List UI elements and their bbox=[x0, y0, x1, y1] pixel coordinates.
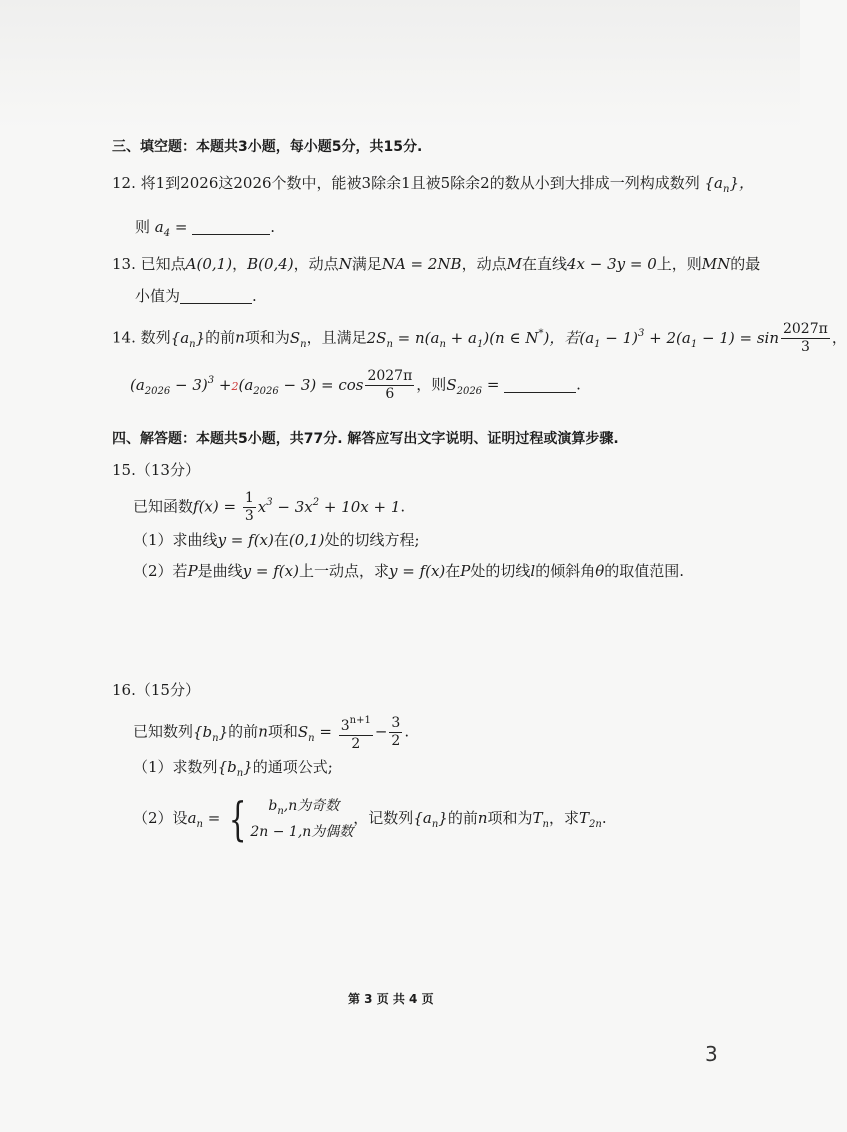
point-b: B(0,4) bbox=[247, 255, 294, 273]
page-footer: 第 3 页 共 4 页 bbox=[348, 992, 434, 1006]
sequence-symbol: $\{a_n\}$， bbox=[704, 174, 754, 195]
question-16-part1: （1）求数列$\{b_n\}$的通项公式; bbox=[133, 758, 333, 779]
fraction: $\frac{2027\pi}{3}$ bbox=[782, 321, 828, 355]
question-14-line2: $(a_{2026} - 3)^3 +2(a_{2026} - 3) = \cos$ $\frac{2027\pi}{6}$ ，则$S_{2026}$ = . bbox=[130, 368, 581, 402]
question-16-part2: （2）设$a_n$ = { $b_n,n$为奇数 2n − 1,n为偶数 ，记数列$\{a_n\}$的前n项和为$T_n$，求$T_{2n}$. bbox=[133, 792, 607, 846]
question-number: 12. bbox=[112, 174, 136, 192]
condition-expr: $2S_n = n(a_n + a_1)(n$ ∈ N*)，若 bbox=[366, 327, 580, 350]
question-15-header: 15.（13分） bbox=[112, 461, 200, 479]
question-15-intro: 已知函数f(x) = $\frac{1}{3}$ $x^3 - 3x^2 + 10x + 1$. bbox=[133, 490, 406, 524]
condition-expr: NA = 2NB bbox=[381, 255, 462, 273]
point-a: A(0,1) bbox=[185, 255, 233, 273]
fraction: $\frac{1}{3}$ bbox=[244, 490, 254, 524]
question-13-line2: 小值为 . bbox=[135, 287, 257, 305]
red-correction-mark: 2 bbox=[231, 379, 239, 393]
question-12-line1 bbox=[112, 173, 754, 200]
equation-2: $(a_{2026} - 3)^3 +2(a_{2026} - 3) = \cos$ bbox=[130, 374, 364, 397]
question-text: 将1到2026这2026个数中，能被3除余1且被5除余2的数从小到大排成一列构成数列 bbox=[140, 174, 700, 192]
page-number: 3 bbox=[705, 1042, 718, 1066]
a4-symbol: $a_4$ bbox=[154, 218, 171, 239]
answer-blank[interactable] bbox=[504, 392, 576, 393]
answer-blank[interactable] bbox=[180, 303, 252, 304]
line-equation: 4x − 3y = 0 bbox=[566, 255, 657, 273]
question-16-intro: 已知数列$\{b_n\}$的前n项和$S_n$ = $\frac{3^{n+1}}{2}$ − $\frac{3}{2}$ . bbox=[133, 712, 409, 753]
left-brace: { bbox=[228, 792, 247, 846]
equation-1: $(a_1 - 1)^3 + 2(a_1 - 1) = \sin$ bbox=[579, 327, 779, 350]
fraction: $\frac{3^{n+1}}{2}$ bbox=[339, 712, 373, 753]
question-13-line1: 13. 已知点A(0,1)，B(0,4)，动点N满足NA = 2NB，动点M在直线4x − 3y = 0上，则MN的最 bbox=[112, 255, 761, 273]
question-number: 14. bbox=[112, 328, 136, 347]
question-number: 13. bbox=[112, 255, 136, 273]
question-14-line1: 14. 数列$\{a_n\}$的前n项和为$S_n$，且满足$2S_n = n(a_n + a_1)(n$ ∈ N*)，若$(a_1 - 1)^3 + 2(a_1 - 1) = \sin$ $\frac{2027\pi}{3}$ ， bbox=[112, 321, 847, 355]
answer-blank[interactable] bbox=[192, 234, 270, 235]
section4-heading: 四、解答题：本题共5小题，共77分. 解答应写出文字说明、证明过程或演算步骤. bbox=[112, 431, 619, 447]
question-12-line2: 则 $a_4$ = . bbox=[135, 218, 276, 239]
question-15-part2: （2）若P是曲线y = f(x)上一动点，求y = f(x)在P处的切线l的倾斜角θ的取值范围. bbox=[133, 562, 685, 580]
question-15-part1: （1）求曲线y = f(x)在(0,1)处的切线方程; bbox=[133, 531, 420, 549]
question-16-header: 16.（15分） bbox=[112, 681, 200, 699]
section3-heading: 三、填空题：本题共3小题，每小题5分，共15分. bbox=[112, 139, 423, 155]
fraction: $\frac{3}{2}$ bbox=[391, 715, 401, 749]
scan-shade bbox=[0, 0, 800, 130]
fraction: $\frac{2027\pi}{6}$ bbox=[367, 368, 413, 402]
prefix-text: 则 bbox=[135, 218, 151, 236]
piecewise-definition: { $b_n,n$为奇数 2n − 1,n为偶数 bbox=[228, 792, 354, 846]
